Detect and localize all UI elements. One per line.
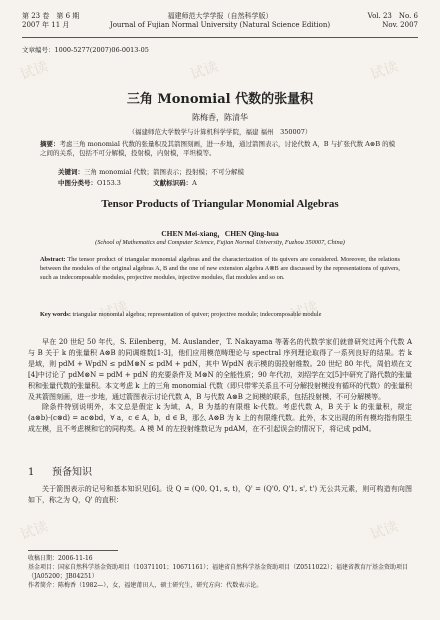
section-heading (28, 463, 92, 478)
keywords-cn-label: 关键词： (58, 168, 84, 176)
footnote-author: 作者简介：陈梅香（1982—），女，福建莆田人，硕士研究生，研究方向：代数表示论。 (28, 582, 263, 589)
abstract-en-text: The tensor product of triangular monomial algebras and the characterization of its quivers are considered. Moreover, the relations between the modules of the original algebras A, B and the one of new extension algebra A⊗B are discussed by the representations of quivers, such as indecomposable modules, projective modules, injective modules, flat modules and so on. (40, 256, 400, 281)
journal-title-cn: 福建师范大学学报（自然科学版） (167, 12, 273, 20)
abstract-cn (40, 140, 400, 158)
date-en: Nov. 2007 (382, 21, 418, 29)
keywords-en-text: triangular monomial algebra; representation of quiver; projective module; indecomposable module (72, 311, 322, 318)
section-number: 1 (28, 467, 35, 478)
watermark: 试读 (18, 58, 51, 84)
doc-code-value: A (192, 179, 197, 187)
body-paragraph-2: 除条件特别说明外，本文总是假定 k 为域，A，B 为基的有限维 k-代数。考虑代数 A，B 关于 k 的张量积，规定 (a⊗b)·(c⊗d) = ac⊗bd，∀ a，c ∈ A，b，d ∈ B，那么 A⊗B 为 k 上的有限维代数。此外，本文出现的所有模均指有限生成左模，且不考虑模和它的同构类。A 模 M 的左投射维数记为 pdAM，在不引起误会的情况下，将记成 pdM。 (28, 403, 412, 433)
keywords-cn-text: 三角 monomial 代数；箭图表示；投射模；不可分解模 (84, 168, 245, 176)
date-cn: 2007 年 11 月 (22, 21, 70, 29)
clc-label: 中图分类号： (58, 179, 97, 187)
footnote-funding: 基金项目：国家自然科学基金资助项目（10371101；10671161）；福建省自然科学基金资助项目（Z0511022）；福建省教育厅基金资助项目（JA05200；JB04251） (28, 564, 408, 580)
footnote-rule (28, 550, 118, 551)
keywords-en-label: Key words: (40, 311, 71, 318)
article-number: 文章编号：1000-5277(2007)06-0013-05 (22, 46, 149, 54)
watermark: 试读 (98, 298, 131, 324)
keywords-en (40, 310, 400, 319)
journal-header (22, 12, 418, 36)
keywords-cn (58, 167, 400, 176)
body-paragraph-1: 早在 20 世纪 50 年代，S. Eilenberg，M. Auslander，T. Nakayama 等著名的代数学家们就曾研究过两个代数 A 与 B 关于 k 的张量积 A⊗B 的同调维数[1-3]，他们应用模范畴理论与 spectral 序列理论取得了一系列良好的结果。若 k 是域，则 pdM + WpdN ≤ pdM⊗N ≤ pdM + pdN，其中 WpdN 表示模的弱投射维数。20 世纪 80 年代，周伯埙在文[4]中讨论了 pdM⊗N = pdM + pdN 的充要条件及 M⊗N 的全能性质；90 年代初，刘绍学在文[5]中研究了路代数的张量积和张量代数的张量积。本文考虑 k 上的三角 monomial 代数（即只带零关系且不可分解投射模没有循环的代数）的张量积及其箭图刻画，进一步地，通过箭图表示讨论代数 A，B 与代数 A⊗B 之间模的联系，包括投射模、不可分解模等。 (28, 338, 413, 401)
footnote-received: 收稿日期：2006-11-16 (28, 555, 93, 562)
section-title: 预备知识 (52, 467, 92, 478)
footnotes (28, 554, 412, 590)
body-paragraph-3: 关于箭图表示的记号和基本知识见[6]。设 Q = (Q0, Q1, s, t)，Q' = (Q'0, Q'1, s', t') 无公共元素，则可构造有向图如下，称之为 Q，Q' 的直积： (28, 485, 412, 504)
watermark: 试读 (368, 58, 401, 84)
watermark: 试读 (18, 518, 51, 544)
authors-en: CHEN Mei-xiang，CHEN Qing-hua (161, 229, 279, 238)
volume-issue: 第 23 卷 第 6 期 (22, 12, 80, 20)
title-en: Tensor Products of Triangular Monomial Algebras (101, 198, 339, 210)
header-rule (22, 37, 418, 38)
watermark: 试读 (368, 518, 401, 544)
authors-cn: 陈梅香，陈清华 (192, 113, 248, 122)
abstract-en-label: Abstract: (40, 256, 66, 263)
abstract-cn-label: 摘要： (40, 140, 60, 148)
watermark: 试读 (288, 298, 321, 324)
abstract-en (40, 255, 400, 282)
affiliation-cn: （福建师范大学数学与计算机科学学院，福建 福州 350007） (128, 128, 312, 136)
doc-code-label: 文献标识码： (153, 179, 193, 187)
classification-cn (58, 178, 400, 187)
abstract-cn-text: 考虑三角 monomial 代数的张量积及其箭图刻画，进一步地，通过箭图表示，讨论代数 A，B 与扩张代数 A⊗B 的模之间的关系，包括不可分解模，投射模，内射模，平坦模等。 (40, 140, 396, 157)
affiliation-en: (School of Mathematics and Computer Science, Fujian Normal University, Fuzhou 350007, China) (95, 239, 345, 246)
title-cn: 三角 Monomial 代数的张量积 (126, 92, 314, 107)
clc-value: O153.3 (97, 179, 121, 187)
volume-en: Vol. 23 No. 6 (367, 12, 418, 20)
watermark: 试读 (188, 58, 221, 84)
journal-title-en: Journal of Fujian Normal University (Natural Science Edition) (109, 21, 331, 29)
